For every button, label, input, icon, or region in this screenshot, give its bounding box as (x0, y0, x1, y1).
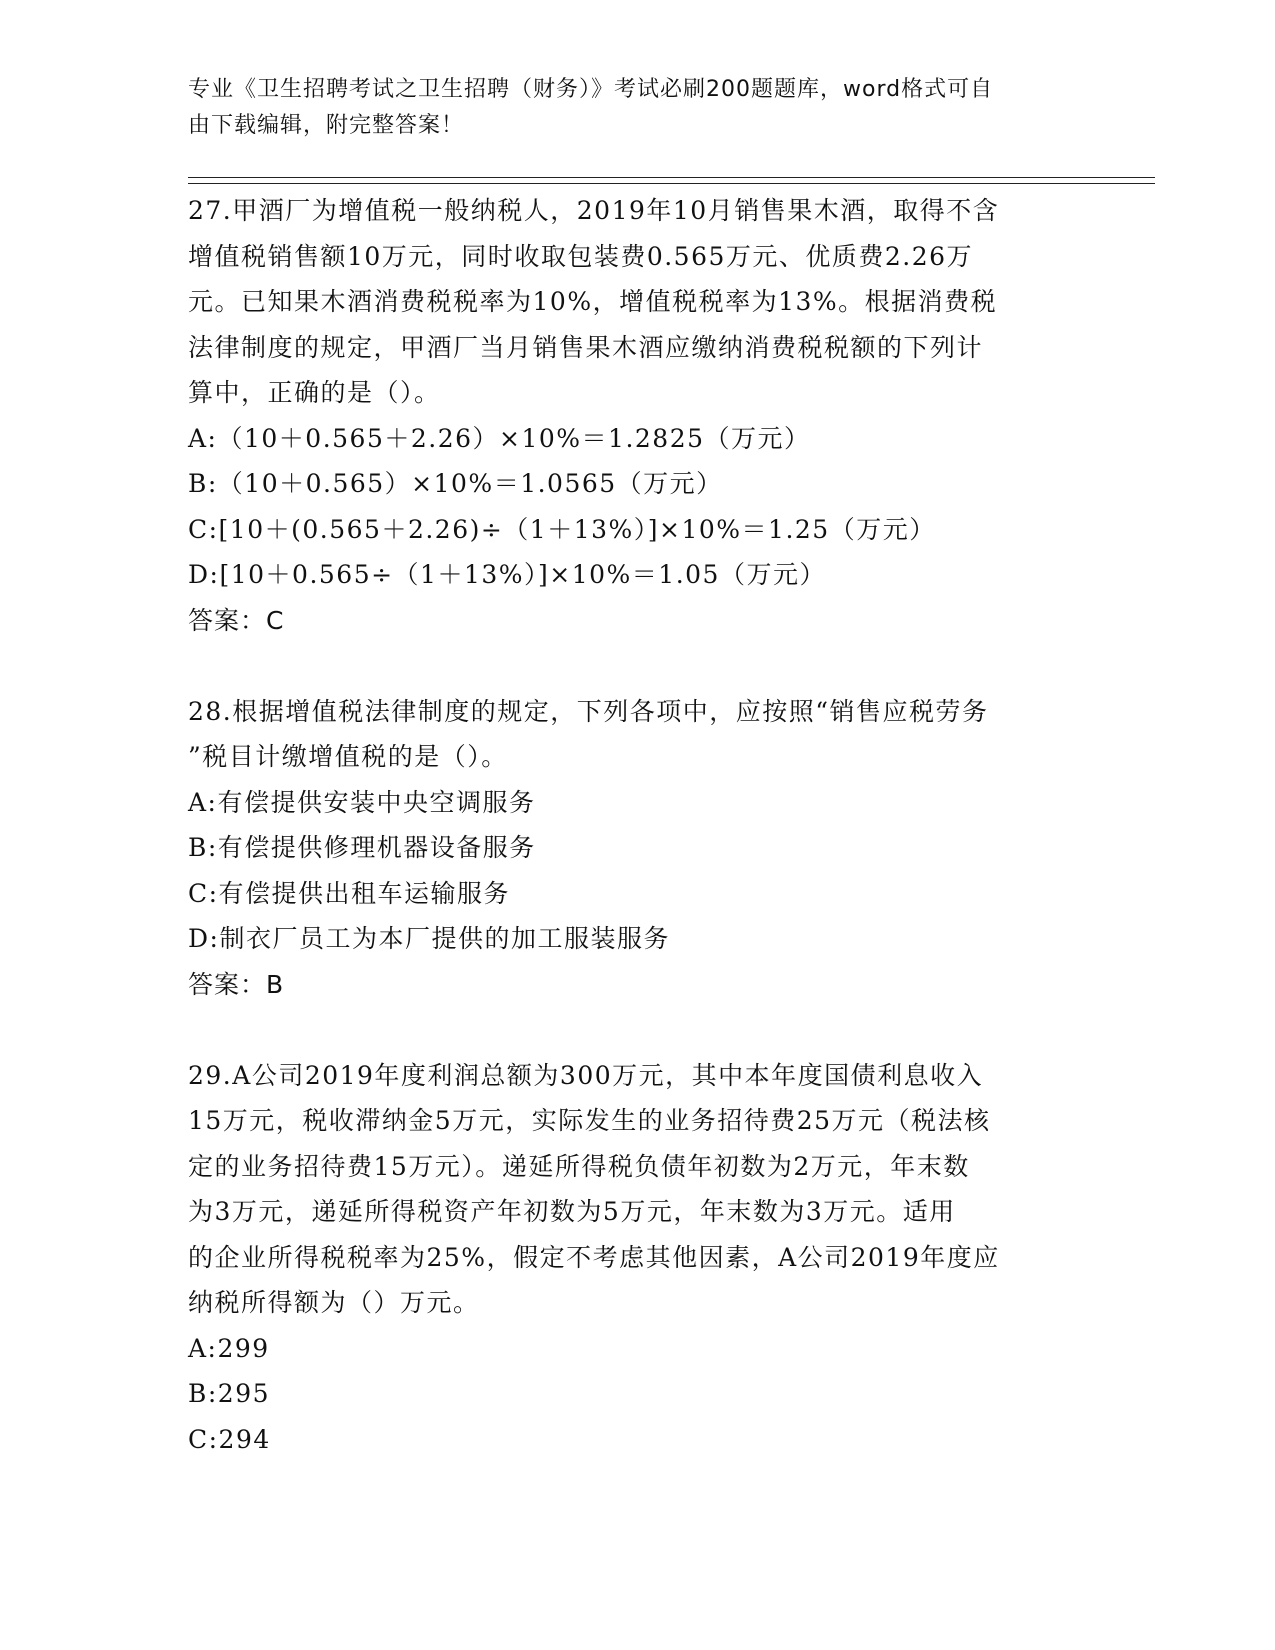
option-b: B:295 (188, 1379, 271, 1408)
question-line: 增值税销售额10万元，同时收取包装费0.565万元、优质费2.26万 (188, 241, 974, 271)
question-28 (188, 689, 1088, 1008)
question-line: 纳税所得额为（）万元。 (188, 1288, 480, 1317)
answer: 答案：B (188, 969, 285, 999)
header-divider-top (188, 177, 1155, 178)
option-a: A:有偿提供安装中央空调服务 (188, 787, 536, 817)
question-line: 的企业所得税税率为25%，假定不考虑其他因素，A公司2019年度应 (188, 1242, 1000, 1272)
question-27 (188, 188, 1088, 643)
header-line-2: 由下载编辑，附完整答案！ (188, 113, 465, 138)
option-a: A:299 (188, 1333, 270, 1363)
question-spacer (188, 643, 1088, 689)
question-line: 算中，正确的是（）。 (188, 378, 441, 407)
question-line: 为3万元，递延所得税资产年初数为5万元，年末数为3万元。适用 (188, 1197, 956, 1226)
option-b: B:有偿提供修理机器设备服务 (188, 833, 536, 862)
option-d: D:制衣厂员工为本厂提供的加工服装服务 (188, 924, 670, 953)
option-b: B:（10＋0.565）×10%＝1.0565（万元） (188, 469, 723, 498)
question-line: 法律制度的规定，甲酒厂当月销售果木酒应缴纳消费税税额的下列计 (188, 332, 984, 362)
question-line: 元。已知果木酒消费税税率为10%，增值税税率为13%。根据消费税 (188, 287, 998, 316)
option-a: A:（10＋0.565＋2.26）×10%＝1.2825（万元） (188, 423, 811, 453)
option-c: C:294 (188, 1424, 271, 1454)
answer: 答案：C (188, 605, 285, 635)
question-line: ”税目计缴增值税的是（）。 (188, 742, 508, 771)
header-line-1: 专业《卫生招聘考试之卫生招聘（财务）》考试必刷200题题库，word格式可自 (188, 77, 994, 102)
question-line: 定的业务招待费15万元）。递延所得税负债年初数为2万元，年末数 (188, 1151, 970, 1181)
option-c: C:[10＋(0.565＋2.26)÷（1＋13%）]×10%＝1.25（万元） (188, 514, 936, 544)
header-divider-bottom (188, 183, 1155, 184)
question-spacer (188, 1007, 1088, 1053)
question-line: 15万元，税收滞纳金5万元，实际发生的业务招待费25万元（税法核 (188, 1106, 991, 1135)
question-line: 29.A公司2019年度利润总额为300万元，其中本年度国债利息收入 (188, 1060, 984, 1090)
question-text (188, 689, 1088, 780)
question-list (188, 188, 1088, 1462)
question-line: 28.根据增值税法律制度的规定，下列各项中，应按照“销售应税劳务 (188, 696, 989, 726)
question-text (188, 188, 1088, 416)
option-c: C:有偿提供出租车运输服务 (188, 878, 511, 908)
question-line: 27.甲酒厂为增值税一般纳税人，2019年10月销售果木酒，取得不含 (188, 196, 1000, 225)
document-header (188, 72, 1078, 144)
question-text (188, 1053, 1088, 1326)
option-d: D:[10＋0.565÷（1＋13%）]×10%＝1.05（万元） (188, 560, 826, 589)
question-29 (188, 1053, 1088, 1463)
